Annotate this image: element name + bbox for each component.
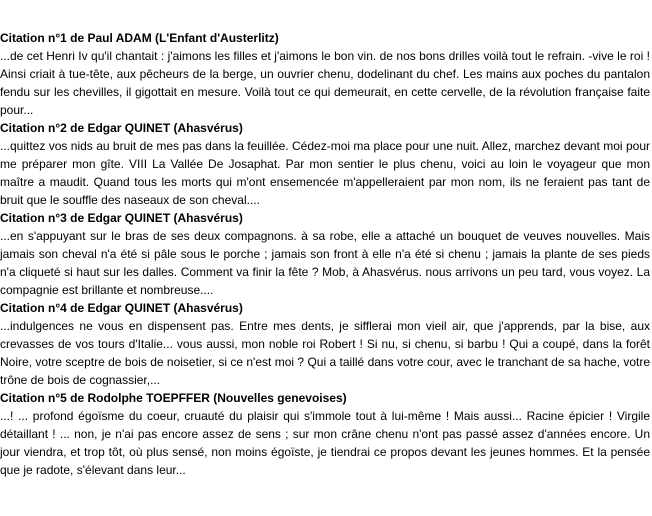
citation-text: ...quittez vos nids au bruit de mes pas dans la feuillée. Cédez-moi ma place pour une nuit. Allez, marchez devant moi pour me préparer mon gîte. VIII La Vallée De Josaphat. Par mon sentier le plus chenu, voici au loin le voyageur que mon maître a maudit. Quand tous les morts qui m'ont ensemencée m'appelleraient par mon nom, ils ne feraient pas tant de bruit que le souffle des naseaux de son cheval....: [0, 139, 650, 207]
citation-2: [0, 119, 650, 209]
citation-title: Citation n°5 de Rodolphe TOEPFFER (Nouvelles genevoises): [0, 391, 347, 405]
citation-text: ...de cet Henri Iv qu'il chantait : j'aimons les filles et j'aimons le bon vin. de nos bons drilles voilà tout le refrain. -vive le roi ! Ainsi criait à tue-tête, aux pêcheurs de la berge, un ouvrier chenu, dodelinant du chef. Les mains aux poches du pantalon fendu sur les chevilles, il gigottait en mesure. Voilà tout ce qui demeurait, en cette cervelle, de la révolution française faite pour...: [0, 49, 650, 117]
citation-4: [0, 299, 650, 389]
citation-3: [0, 209, 650, 299]
citation-title: Citation n°4 de Edgar QUINET (Ahasvérus): [0, 301, 243, 315]
citation-text: ...! ... profond égoïsme du coeur, cruauté du plaisir qui s'immole tout à lui-même ! Mais aussi... Racine épicier ! Virgile détaillant ! ... non, je n'ai pas encore assez de sens ; sur mon crâne chenu n'ont pas passé assez d'années encore. Un jour viendra, et trop tôt, où plus sensé, non moins égoïste, je tiendrai ce propos devant les jeunes hommes. Et la pensée que je radote, s'élevant dans leur...: [0, 409, 650, 477]
citation-1: [0, 29, 650, 119]
citation-text: ...en s'appuyant sur le bras de ses deux compagnons. à sa robe, elle a attaché un bouquet de veuves nouvelles. Mais jamais son cheval n'a été si pâle sous le porche ; jamais son front à elle n'a été si chenu ; jamais la plante de ses pieds n'a cliqueté si haut sur les dalles. Comment va finir la fête ? Mob, à Ahasvérus. nous arrivons un peu tard, vous voyez. La compagnie est brillante et nombreuse....: [0, 229, 650, 297]
citation-title: Citation n°3 de Edgar QUINET (Ahasvérus): [0, 211, 243, 225]
citation-5: [0, 389, 650, 479]
citation-title: Citation n°1 de Paul ADAM (L'Enfant d'Austerlitz): [0, 31, 279, 45]
citation-list: [0, 29, 650, 479]
citation-text: ...indulgences ne vous en dispensent pas. Entre mes dents, je sifflerai mon vieil air, que j'apprends, par la bise, aux crevasses de vos tours d'Italie... vous aussi, mon noble roi Robert ! Si nu, si chenu, si barbu ! Qui a coupé, dans la forêt Noire, votre sceptre de bois de noisetier, si ce n'est moi ? Qui a taillé dans votre cour, avec le tranchant de sa hache, votre trône de bois de cognassier,...: [0, 319, 650, 387]
citation-title: Citation n°2 de Edgar QUINET (Ahasvérus): [0, 121, 243, 135]
